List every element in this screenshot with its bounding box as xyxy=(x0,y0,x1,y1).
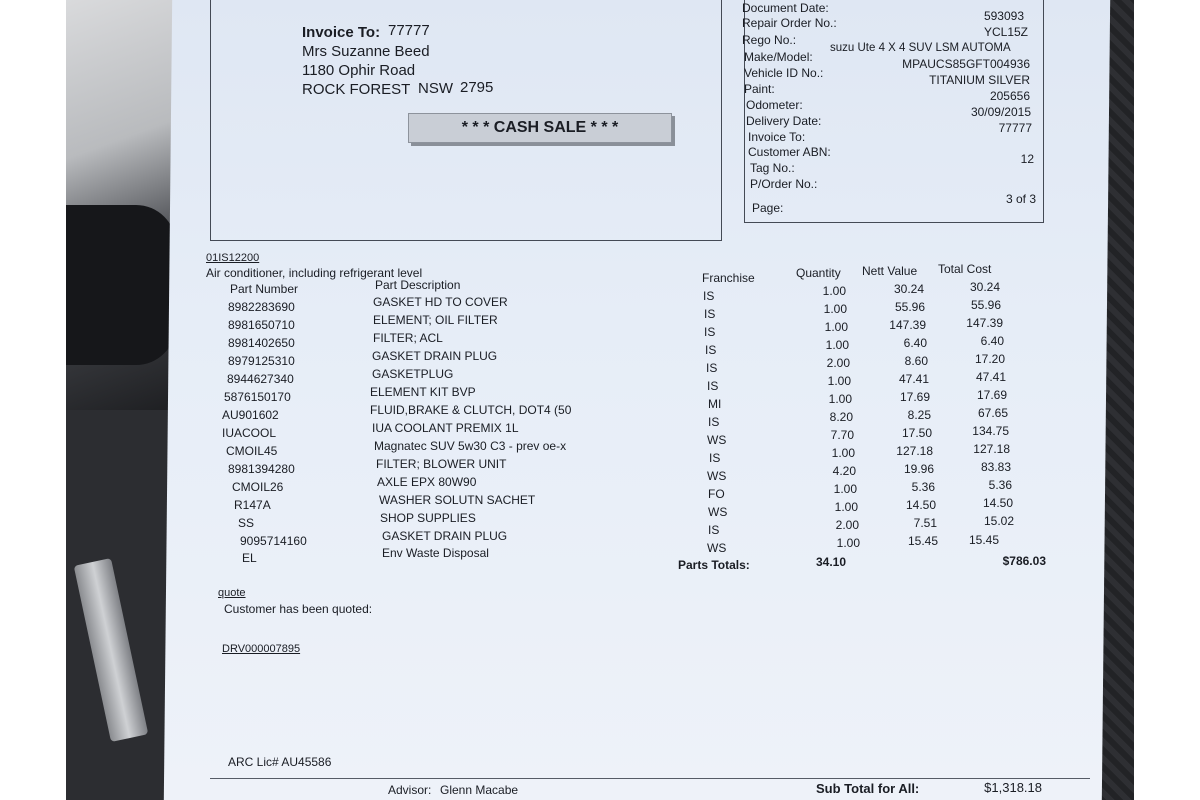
value-vehicle-id: MPAUCS85GFT004936 xyxy=(902,57,1030,71)
parts-totals-label: Parts Totals: xyxy=(678,558,750,572)
value-rego: YCL15Z xyxy=(983,25,1028,39)
franchise: IS xyxy=(708,523,720,537)
quantity: 1.00 xyxy=(833,482,857,496)
value-repair-order: 593093 xyxy=(983,9,1024,23)
part-description: FLUID,BRAKE & CLUTCH, DOT4 (50 xyxy=(370,403,572,417)
part-description: GASKET HD TO COVER xyxy=(373,295,508,309)
franchise: IS xyxy=(709,451,721,465)
total-cost: 134.75 xyxy=(972,424,1009,438)
franchise: IS xyxy=(704,307,716,321)
quantity: 1.00 xyxy=(823,302,847,316)
total-cost: 17.20 xyxy=(974,352,1005,366)
total-cost: 67.65 xyxy=(977,406,1008,420)
part-number: SS xyxy=(238,516,255,530)
part-number: 9095714160 xyxy=(240,534,307,548)
label-customer-abn: Customer ABN: xyxy=(748,145,831,159)
header-nett-value: Nett Value xyxy=(862,264,918,278)
car-key-fob-image xyxy=(66,205,176,365)
quote-heading: quote xyxy=(218,587,246,599)
franchise: FO xyxy=(708,487,725,501)
part-description: ELEMENT KIT BVP xyxy=(370,385,476,399)
customer-postcode: 2795 xyxy=(460,79,494,96)
customer-state: NSW xyxy=(418,80,453,97)
nett-value: 5.36 xyxy=(911,480,935,494)
franchise: IS xyxy=(704,325,716,339)
header-total-cost: Total Cost xyxy=(938,262,992,276)
part-description: IUA COOLANT PREMIX 1L xyxy=(372,421,519,435)
nett-value: 14.50 xyxy=(905,498,936,512)
quote-reference: DRV000007895 xyxy=(222,643,301,655)
label-paint: Paint: xyxy=(744,82,775,96)
total-cost: 30.24 xyxy=(969,280,1000,294)
value-tag-no: 12 xyxy=(1020,152,1034,166)
franchise: IS xyxy=(708,415,720,429)
part-number: IUACOOL xyxy=(222,426,277,440)
franchise: IS xyxy=(705,343,717,357)
header-part-number: Part Number xyxy=(230,282,299,296)
invoice-to-label: Invoice To: xyxy=(302,24,381,41)
part-number: CMOIL26 xyxy=(232,480,284,494)
quantity: 1.00 xyxy=(827,374,851,388)
total-cost: 15.02 xyxy=(983,514,1014,528)
customer-name: Mrs Suzanne Beed xyxy=(302,43,430,60)
arc-licence: ARC Lic# AU45586 xyxy=(228,755,332,769)
label-vehicle-id: Vehicle ID No.: xyxy=(744,66,824,80)
footer-divider xyxy=(210,778,1090,779)
nett-value: 8.60 xyxy=(904,354,928,368)
franchise: IS xyxy=(706,361,718,375)
value-page: 3 of 3 xyxy=(1005,192,1036,206)
part-description: SHOP SUPPLIES xyxy=(380,511,476,525)
advisor-name: Glenn Macabe xyxy=(440,783,519,797)
part-description: Env Waste Disposal xyxy=(382,546,489,560)
total-cost: 14.50 xyxy=(982,496,1013,510)
quantity: 1.00 xyxy=(831,446,855,460)
total-cost: 17.69 xyxy=(976,388,1007,402)
part-number: 8982283690 xyxy=(228,300,295,314)
subtotal-value: $1,318.18 xyxy=(984,780,1042,795)
label-make-model: Make/Model: xyxy=(744,50,813,64)
invoice-to-number: 77777 xyxy=(388,22,430,39)
customer-street: 1180 Ophir Road xyxy=(302,62,416,79)
value-make-model: suzu Ute 4 X 4 SUV LSM AUTOMA xyxy=(830,42,1011,54)
quantity: 4.20 xyxy=(832,464,856,478)
nett-value: 30.24 xyxy=(893,282,924,296)
cash-sale-banner: * * * CASH SALE * * * xyxy=(408,113,672,143)
part-number: R147A xyxy=(234,498,271,512)
nett-value: 55.96 xyxy=(894,300,925,314)
part-description: AXLE EPX 80W90 xyxy=(377,475,477,489)
franchise: IS xyxy=(707,379,719,393)
total-cost: 127.18 xyxy=(973,442,1010,456)
total-cost: 147.39 xyxy=(966,316,1003,330)
part-number: 8981402650 xyxy=(228,336,295,350)
quote-text: Customer has been quoted: xyxy=(224,602,373,616)
quantity: 2.00 xyxy=(835,518,859,532)
part-description: FILTER; BLOWER UNIT xyxy=(376,457,507,471)
label-rego: Rego No.: xyxy=(742,33,797,47)
label-document-date: Document Date: xyxy=(742,1,829,15)
part-number: 8981394280 xyxy=(228,462,295,476)
quantity: 2.00 xyxy=(826,356,850,370)
part-description: Magnatec SUV 5w30 C3 - prev oe-x xyxy=(374,439,567,453)
quantity: 7.70 xyxy=(830,428,854,442)
nett-value: 47.41 xyxy=(898,372,929,386)
value-invoice-to: 77777 xyxy=(998,121,1032,135)
quantity: 1.00 xyxy=(825,338,849,352)
total-cost: 47.41 xyxy=(975,370,1006,384)
label-delivery-date: Delivery Date: xyxy=(746,114,822,128)
franchise: IS xyxy=(703,289,715,303)
label-repair-order: Repair Order No.: xyxy=(742,16,837,30)
nett-value: 8.25 xyxy=(907,408,931,422)
nett-value: 17.50 xyxy=(901,426,932,440)
value-odometer: 205656 xyxy=(989,89,1030,103)
nett-value: 7.51 xyxy=(913,516,937,530)
parts-totals-cost: $786.03 xyxy=(1002,554,1046,568)
header-franchise: Franchise xyxy=(702,271,755,285)
label-page: Page: xyxy=(752,201,784,215)
job-description: Air conditioner, including refrigerant level xyxy=(206,266,423,280)
part-description: FILTER; ACL xyxy=(373,331,443,345)
nett-value: 6.40 xyxy=(903,336,927,350)
franchise: WS xyxy=(708,505,728,519)
franchise: WS xyxy=(707,469,727,483)
advisor-label: Advisor: xyxy=(388,783,432,797)
part-description: WASHER SOLUTN SACHET xyxy=(379,493,536,507)
part-number: 8979125310 xyxy=(228,354,295,368)
quantity: 1.00 xyxy=(822,284,846,298)
subtotal-label: Sub Total for All: xyxy=(816,781,920,796)
quantity: 1.00 xyxy=(836,536,860,550)
header-part-description: Part Description xyxy=(375,278,461,292)
job-code: 01IS12200 xyxy=(206,252,260,264)
quantity: 1.00 xyxy=(834,500,858,514)
quantity: 1.00 xyxy=(824,320,848,334)
part-number: EL xyxy=(242,551,257,565)
header-quantity: Quantity xyxy=(796,266,841,280)
total-cost: 55.96 xyxy=(970,298,1001,312)
part-description: GASKET DRAIN PLUG xyxy=(382,529,508,543)
label-tag-no: Tag No.: xyxy=(750,161,795,175)
quantity: 8.20 xyxy=(829,410,853,424)
nett-value: 15.45 xyxy=(907,534,938,548)
total-cost: 15.45 xyxy=(968,533,999,547)
part-description: ELEMENT; OIL FILTER xyxy=(373,313,498,327)
total-cost: 5.36 xyxy=(988,478,1012,492)
nett-value: 127.18 xyxy=(896,444,933,458)
part-number: 8981650710 xyxy=(228,318,295,332)
value-paint: TITANIUM SILVER xyxy=(929,73,1030,87)
part-description: GASKET DRAIN PLUG xyxy=(372,349,498,363)
total-cost: 83.83 xyxy=(980,460,1011,474)
total-cost: 6.40 xyxy=(980,334,1004,348)
value-delivery-date: 30/09/2015 xyxy=(970,105,1031,119)
franchise: MI xyxy=(708,397,722,411)
franchise: WS xyxy=(707,541,727,555)
part-number: AU901602 xyxy=(222,408,279,422)
parts-totals-quantity: 34.10 xyxy=(815,555,846,569)
label-odometer: Odometer: xyxy=(746,98,803,112)
label-po-no: P/Order No.: xyxy=(750,177,818,191)
nett-value: 19.96 xyxy=(903,462,934,476)
part-description: GASKETPLUG xyxy=(372,367,454,381)
label-invoice-to: Invoice To: xyxy=(748,130,806,144)
quantity: 1.00 xyxy=(828,392,852,406)
customer-city: ROCK FOREST xyxy=(302,81,411,98)
part-number: 5876150170 xyxy=(224,390,291,404)
franchise: WS xyxy=(707,433,727,447)
part-number: 8944627340 xyxy=(227,372,294,386)
part-number: CMOIL45 xyxy=(226,444,278,458)
nett-value: 147.39 xyxy=(889,318,926,332)
nett-value: 17.69 xyxy=(899,390,930,404)
